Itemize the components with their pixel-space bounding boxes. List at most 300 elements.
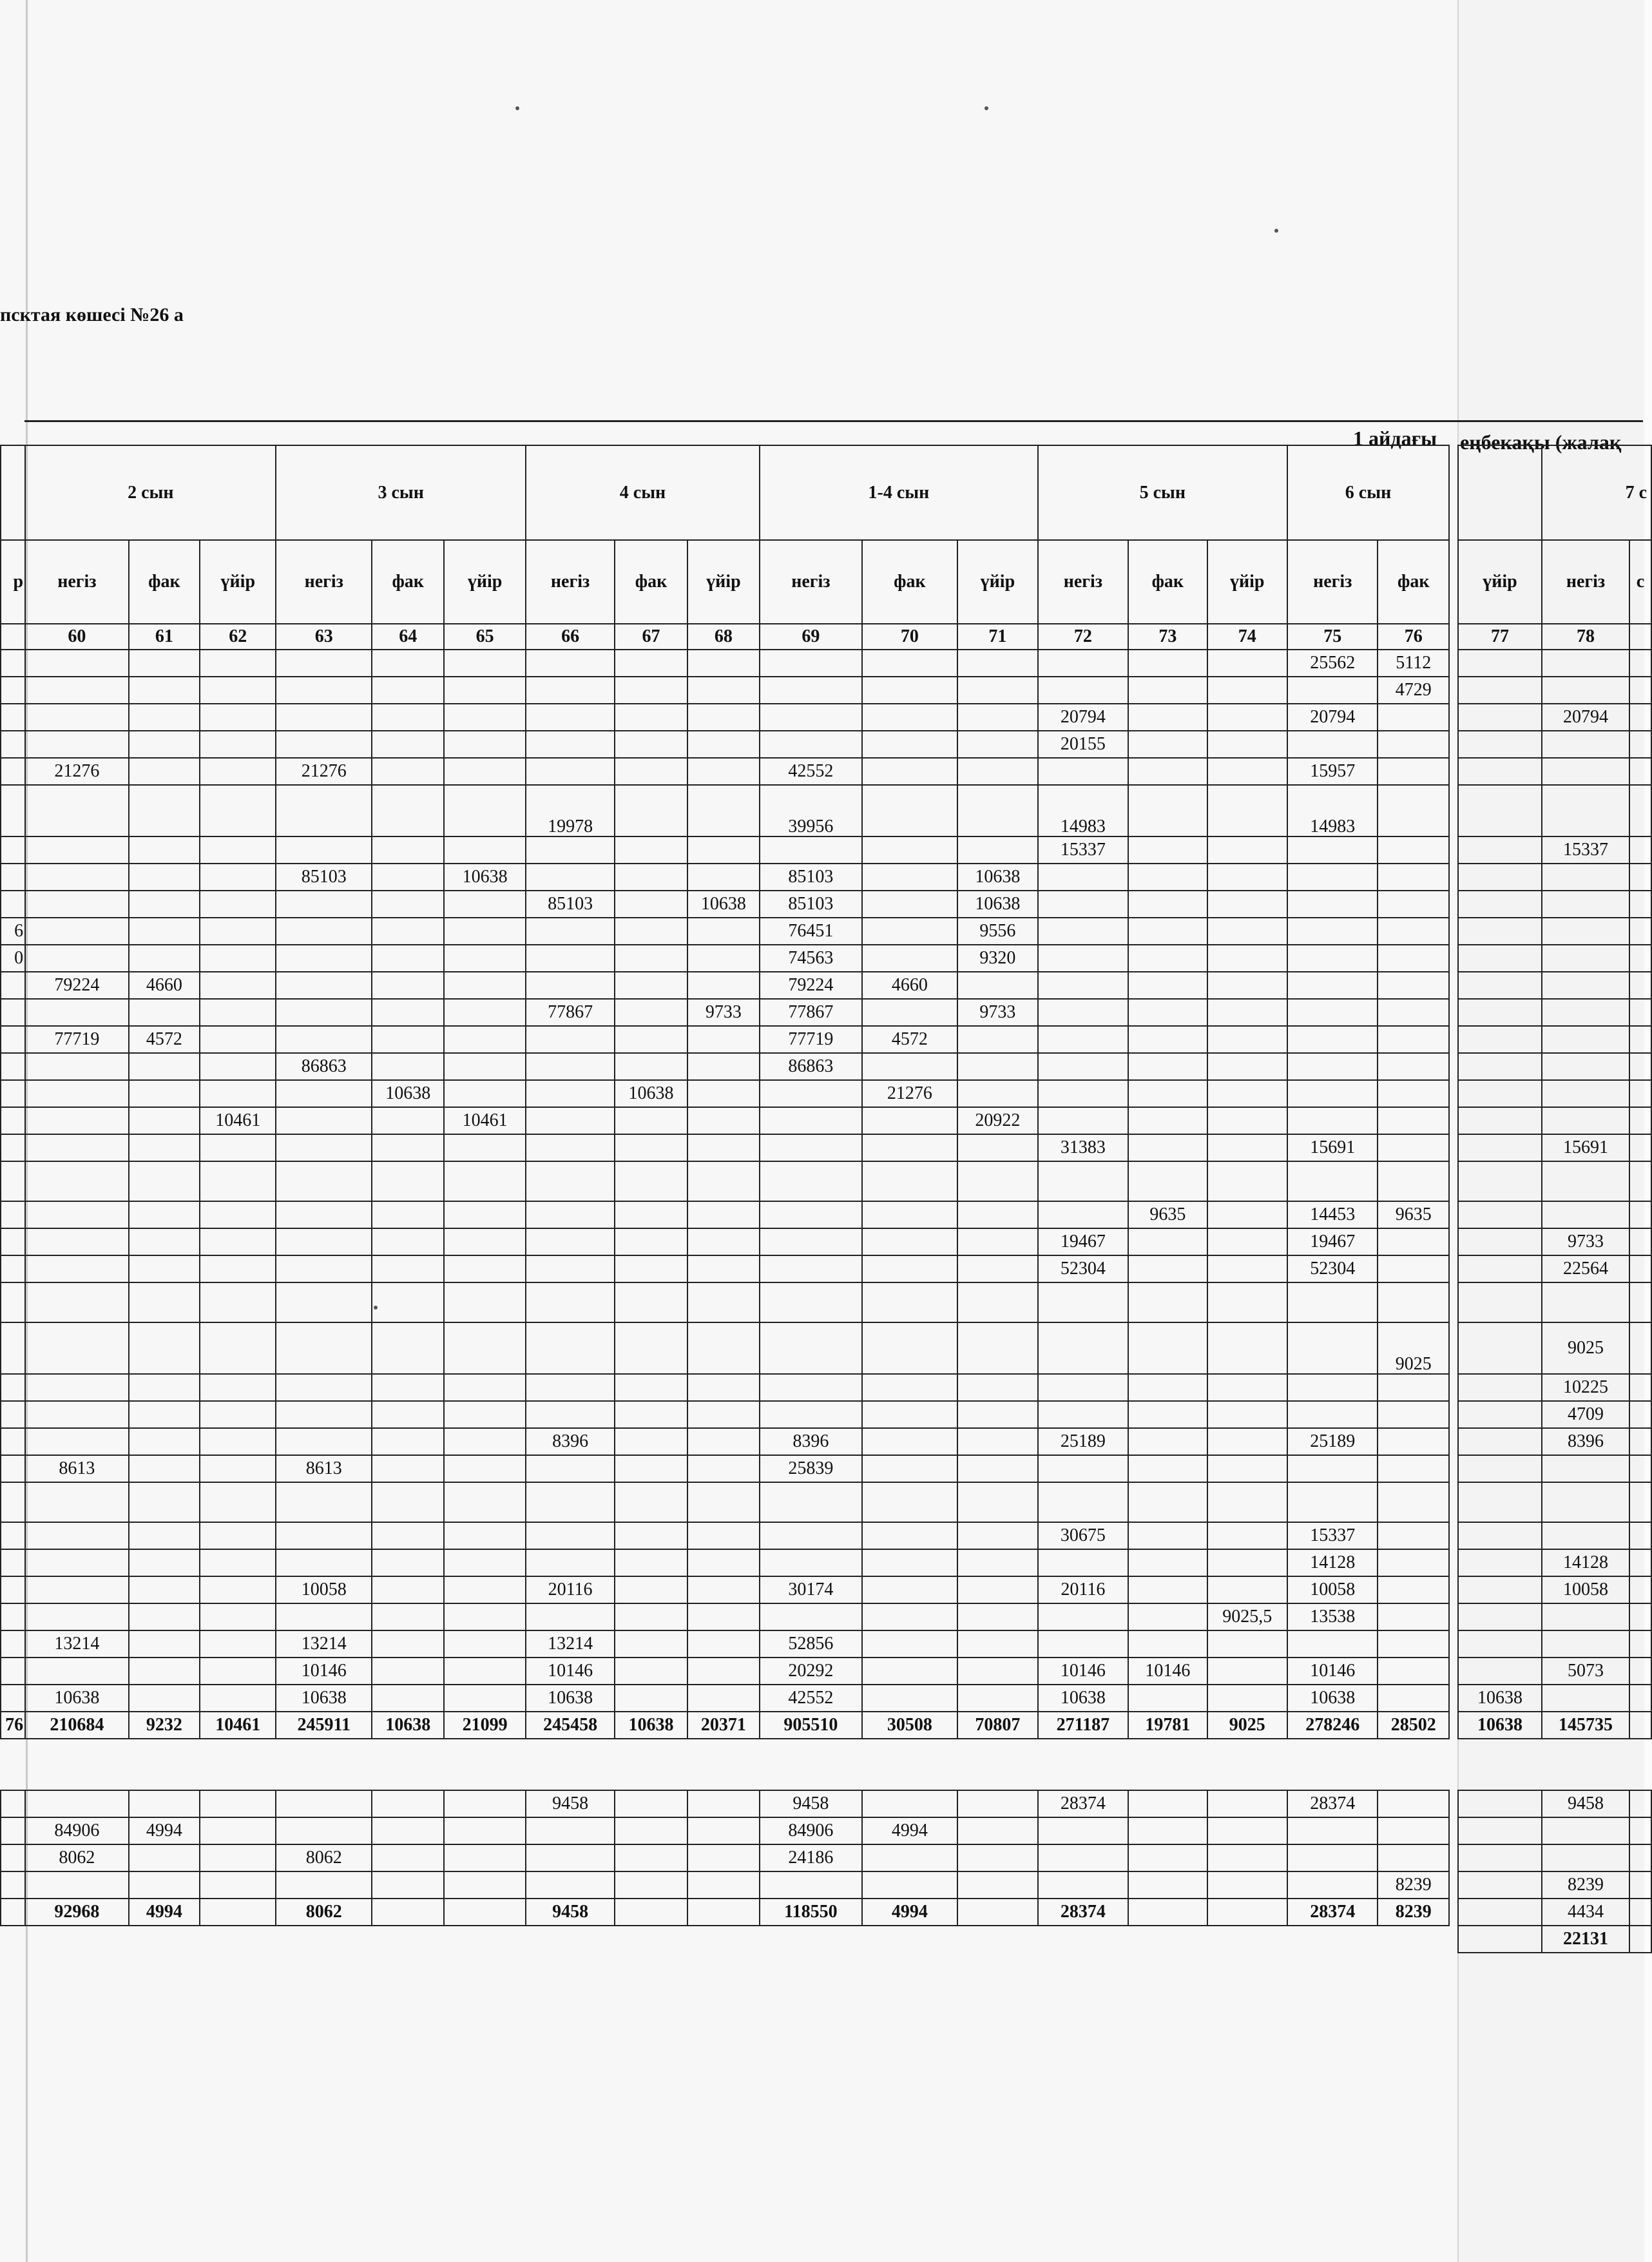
table-cell (862, 1790, 958, 1817)
table-row (1, 1053, 1449, 1080)
table-cell (200, 972, 276, 999)
table-cell (615, 1455, 687, 1482)
table-cell (862, 945, 958, 972)
table-row (1458, 1844, 1651, 1871)
column-number: 65 (444, 624, 525, 650)
row-stub-cell (1, 1374, 25, 1401)
table-cell (25, 1322, 129, 1374)
table-cell (276, 1134, 372, 1161)
table-cell (1629, 1080, 1651, 1107)
row-stub-cell (1, 836, 25, 864)
table-cell (862, 999, 958, 1026)
table-cell (200, 891, 276, 918)
table-cell (1038, 1161, 1128, 1201)
gap-cell (1458, 1739, 1542, 1790)
table-cell (1542, 1201, 1629, 1228)
table-cell (1542, 864, 1629, 891)
table-cell (760, 836, 862, 864)
table-cell: 10146 (526, 1658, 615, 1685)
table-cell: 77867 (526, 999, 615, 1026)
table-cell (372, 1428, 444, 1455)
column-subheader: фак (862, 540, 958, 624)
table-cell (615, 731, 687, 758)
table-cell: 10146 (276, 1658, 372, 1685)
table-cell (760, 1322, 862, 1374)
table-cell (444, 1844, 525, 1871)
table-cell (526, 1455, 615, 1482)
table-cell (1128, 785, 1207, 836)
table-cell (200, 1053, 276, 1080)
table-cell: 9733 (957, 999, 1037, 1026)
table-cell (200, 945, 276, 972)
table-cell (526, 836, 615, 864)
table-cell (862, 1576, 958, 1603)
table-cell: 8062 (276, 1844, 372, 1871)
table-cell: 20794 (1287, 704, 1378, 731)
table-cell (1629, 1228, 1651, 1255)
table-cell (1038, 1817, 1128, 1844)
row-stub-cell (1, 1201, 25, 1228)
total-cell: 9458 (526, 1899, 615, 1926)
table-cell (1458, 1482, 1542, 1522)
table-cell (1038, 677, 1128, 704)
row-stub-cell (1, 972, 25, 999)
table-cell (444, 1871, 525, 1899)
table-cell (1629, 1026, 1651, 1053)
table-cell (129, 1871, 200, 1899)
table-row (1, 1630, 1449, 1658)
table-cell (862, 1107, 958, 1134)
table-cell (200, 1603, 276, 1630)
table-cell (200, 1790, 276, 1817)
table-cell (129, 1107, 200, 1134)
table-cell (25, 999, 129, 1026)
table-cell (1287, 1282, 1378, 1322)
table-cell (526, 731, 615, 758)
table-cell (200, 1549, 276, 1576)
table-cell (687, 650, 760, 677)
table-cell (1458, 1817, 1542, 1844)
table-cell (615, 758, 687, 785)
table-cell (276, 1871, 372, 1899)
table-cell (372, 1228, 444, 1255)
table-cell (1207, 1282, 1287, 1322)
table-cell (1128, 1107, 1207, 1134)
row-stub-cell (1, 1576, 25, 1603)
table-cell (1542, 1482, 1629, 1522)
table-cell (1038, 650, 1128, 677)
table-row (1, 836, 1449, 864)
table-cell (615, 1428, 687, 1455)
table-cell (276, 1603, 372, 1630)
table-cell: 4729 (1378, 677, 1449, 704)
table-cell: 10638 (1287, 1685, 1378, 1712)
table-cell (615, 836, 687, 864)
table-cell (1458, 999, 1542, 1026)
table-row (1, 1685, 1449, 1712)
table-cell (1458, 1201, 1542, 1228)
column-subheader: фак (129, 540, 200, 624)
table-cell (687, 785, 760, 836)
table-cell (129, 704, 200, 731)
table-row (1458, 836, 1651, 864)
table-cell (862, 1871, 958, 1899)
table-cell (1458, 1134, 1542, 1161)
table-cell (615, 1374, 687, 1401)
table-row (1, 650, 1449, 677)
table-cell: 24186 (760, 1844, 862, 1871)
table-cell (444, 704, 525, 731)
table-cell (1629, 1255, 1651, 1282)
table-cell (1629, 1282, 1651, 1322)
column-subheader: үйір (444, 540, 525, 624)
table-cell (1207, 1161, 1287, 1201)
table-cell (372, 1455, 444, 1482)
table-cell (1038, 918, 1128, 945)
table-cell (1038, 1401, 1128, 1428)
table-cell: 30675 (1038, 1522, 1128, 1549)
table-row (1, 1603, 1449, 1630)
table-cell (276, 1080, 372, 1107)
table-cell (526, 1401, 615, 1428)
table-cell (276, 731, 372, 758)
table-row (1458, 918, 1651, 945)
row-stub-cell (1, 1401, 25, 1428)
column-number: 60 (25, 624, 129, 650)
table-cell (957, 1255, 1037, 1282)
table-cell: 10225 (1542, 1374, 1629, 1401)
row-stub-cell (1, 624, 25, 650)
table-cell (1038, 1053, 1128, 1080)
table-cell (129, 1428, 200, 1455)
table-cell (25, 785, 129, 836)
table-cell (129, 1255, 200, 1282)
table-cell (1458, 1455, 1542, 1482)
total-cell (615, 1899, 687, 1926)
table-cell (1207, 1685, 1287, 1712)
table-cell (25, 1401, 129, 1428)
table-cell (129, 1282, 200, 1322)
table-cell (957, 1053, 1037, 1080)
table-cell (687, 1134, 760, 1161)
table-cell (276, 1522, 372, 1549)
total-row (1, 1712, 1449, 1739)
table-cell (1038, 1844, 1128, 1871)
table-cell (957, 1817, 1037, 1844)
table-row (1, 1482, 1449, 1522)
table-cell (1378, 1401, 1449, 1428)
table-cell: 42552 (760, 1685, 862, 1712)
table-cell (1038, 1630, 1128, 1658)
table-cell (25, 1482, 129, 1522)
table-row (1458, 945, 1651, 972)
table-cell (1629, 1630, 1651, 1658)
table-cell (615, 1255, 687, 1282)
table-cell (372, 864, 444, 891)
table-cell (1038, 1374, 1128, 1401)
table-cell (276, 1201, 372, 1228)
table-cell (615, 918, 687, 945)
table-row (1, 677, 1449, 704)
table-cell (1542, 1161, 1629, 1201)
table-cell (957, 1576, 1037, 1603)
table-cell (526, 1201, 615, 1228)
row-stub-cell (1, 1685, 25, 1712)
table-cell (276, 1161, 372, 1201)
table-cell (862, 1658, 958, 1685)
table-cell (1458, 945, 1542, 972)
table-cell (1629, 891, 1651, 918)
table-cell: 84906 (760, 1817, 862, 1844)
table-cell (444, 1053, 525, 1080)
table-cell (862, 1161, 958, 1201)
table-cell (1128, 1603, 1207, 1630)
table-cell (25, 1603, 129, 1630)
table-cell (1629, 650, 1651, 677)
table-cell (1207, 836, 1287, 864)
table-cell (957, 1844, 1037, 1871)
table-cell (1542, 891, 1629, 918)
row-stub-cell (1, 1482, 25, 1522)
table-cell: 9458 (1542, 1790, 1629, 1817)
table-cell (444, 1201, 525, 1228)
table-row (1458, 864, 1651, 891)
table-cell (1038, 891, 1128, 918)
table-cell (1207, 1630, 1287, 1658)
table-cell (1207, 1482, 1287, 1522)
total-cell: 4994 (129, 1899, 200, 1926)
table-row (1, 1201, 1449, 1228)
table-row (1458, 1549, 1651, 1576)
table-cell: 9025 (1378, 1322, 1449, 1374)
table-cell (1128, 758, 1207, 785)
table-cell (1629, 1817, 1651, 1844)
table-cell (526, 677, 615, 704)
column-number: 71 (957, 624, 1037, 650)
total-cell: 22131 (1542, 1926, 1629, 1953)
table-cell (1128, 891, 1207, 918)
table-cell: 10638 (687, 891, 760, 918)
table-cell (200, 864, 276, 891)
table-cell (957, 1228, 1037, 1255)
total-cell: 4994 (862, 1899, 958, 1926)
table-cell (1378, 918, 1449, 945)
table-cell (129, 1603, 200, 1630)
table-cell (1378, 1658, 1449, 1685)
table-cell (1128, 677, 1207, 704)
table-cell (1629, 1790, 1651, 1817)
table-cell (1207, 785, 1287, 836)
table-row (1458, 731, 1651, 758)
table-cell (444, 1374, 525, 1401)
table-cell (615, 1658, 687, 1685)
table-cell (1378, 1603, 1449, 1630)
table-cell (1128, 1161, 1207, 1201)
table-cell (1287, 1817, 1378, 1844)
table-cell (1207, 650, 1287, 677)
table-cell: 20292 (760, 1658, 862, 1685)
table-cell (957, 1201, 1037, 1228)
table-cell (372, 731, 444, 758)
table-cell (129, 1549, 200, 1576)
table-cell (526, 1603, 615, 1630)
table-cell (276, 677, 372, 704)
table-cell (1128, 1053, 1207, 1080)
table-cell (372, 1053, 444, 1080)
table-cell (1287, 972, 1378, 999)
table-cell (615, 1576, 687, 1603)
table-cell (1038, 999, 1128, 1026)
table-cell (615, 1630, 687, 1658)
table-cell (129, 1080, 200, 1107)
table-cell (25, 1107, 129, 1134)
table-cell (444, 677, 525, 704)
table-cell (687, 1817, 760, 1844)
table-cell (372, 1549, 444, 1576)
table-cell (760, 1374, 862, 1401)
table-cell (615, 1026, 687, 1053)
subtotal-row (1, 1899, 1449, 1926)
table-cell (276, 1282, 372, 1322)
table-cell (444, 1630, 525, 1658)
table-cell (1038, 1080, 1128, 1107)
table-cell (957, 1134, 1037, 1161)
total-cell: 28502 (1378, 1712, 1449, 1739)
table-cell (372, 1790, 444, 1817)
table-cell (372, 1603, 444, 1630)
table-cell (1378, 972, 1449, 999)
table-cell (1128, 918, 1207, 945)
table-row (1458, 758, 1651, 785)
table-cell (1629, 1522, 1651, 1549)
table-cell (1458, 1576, 1542, 1603)
table-row (1, 1134, 1449, 1161)
table-cell (276, 1482, 372, 1522)
address-text: тая көшесі №26 а (30, 304, 184, 325)
table-cell: 20116 (526, 1576, 615, 1603)
total-cell: 20371 (687, 1712, 760, 1739)
table-cell (1287, 731, 1378, 758)
table-row (1, 785, 1449, 836)
table-cell (862, 1603, 958, 1630)
table-cell (957, 1080, 1037, 1107)
table-cell (200, 731, 276, 758)
row-stub-cell (1, 864, 25, 891)
row-stub-cell (1, 731, 25, 758)
table-cell (526, 1053, 615, 1080)
table-cell (444, 1228, 525, 1255)
group-header-cell: 2 сын (25, 445, 276, 540)
table-cell (1287, 1482, 1378, 1522)
table-cell (25, 731, 129, 758)
table-cell (276, 1107, 372, 1134)
table-cell (615, 945, 687, 972)
scan-speck (984, 106, 988, 110)
table-cell (1629, 758, 1651, 785)
total-cell (957, 1899, 1037, 1926)
table-cell (1038, 945, 1128, 972)
table-cell (1128, 999, 1207, 1026)
table-cell (957, 1161, 1037, 1201)
table-cell (1128, 650, 1207, 677)
table-row (1458, 1522, 1651, 1549)
table-cell: 8239 (1378, 1871, 1449, 1899)
table-cell: 13538 (1287, 1603, 1378, 1630)
table-cell (276, 836, 372, 864)
table-cell (1207, 704, 1287, 731)
table-cell (615, 1549, 687, 1576)
column-number: 74 (1207, 624, 1287, 650)
table-cell (25, 1282, 129, 1322)
table-cell: 9458 (760, 1790, 862, 1817)
gap-cell (444, 1739, 525, 1790)
table-cell: 77719 (760, 1026, 862, 1053)
table-cell (1629, 1482, 1651, 1522)
payroll-table (0, 445, 1450, 1926)
table-cell (760, 731, 862, 758)
table-cell (1458, 1080, 1542, 1107)
table-cell (1287, 1322, 1378, 1374)
table-cell: 8396 (1542, 1428, 1629, 1455)
table-cell (1458, 1428, 1542, 1455)
table-cell (372, 1817, 444, 1844)
total-cell: 245911 (276, 1712, 372, 1739)
table-cell (372, 1374, 444, 1401)
table-cell: 10638 (615, 1080, 687, 1107)
column-number: 69 (760, 624, 862, 650)
table-cell (200, 704, 276, 731)
table-cell (1378, 704, 1449, 731)
table-cell: 4660 (862, 972, 958, 999)
table-cell (687, 1790, 760, 1817)
table-cell (1128, 1282, 1207, 1322)
column-subheader: фак (1128, 540, 1207, 624)
column-subheader: үйір (687, 540, 760, 624)
table-cell (1287, 1080, 1378, 1107)
table-cell (129, 1658, 200, 1685)
table-cell (687, 1844, 760, 1871)
table-cell (200, 1080, 276, 1107)
table-cell: 20794 (1038, 704, 1128, 731)
table-cell (687, 1201, 760, 1228)
table-cell: 9635 (1128, 1201, 1207, 1228)
table-cell (200, 1455, 276, 1482)
table-cell (1287, 1374, 1378, 1401)
table-cell: 42552 (760, 758, 862, 785)
table-cell (760, 1282, 862, 1322)
table-cell (1378, 891, 1449, 918)
gap-cell (200, 1739, 276, 1790)
table-cell (1128, 1482, 1207, 1522)
table-cell (1128, 1522, 1207, 1549)
table-row (1458, 1374, 1651, 1401)
table-cell (760, 1549, 862, 1576)
table-row (1, 704, 1449, 731)
table-cell (957, 1790, 1037, 1817)
table-cell (862, 1255, 958, 1282)
table-cell (957, 785, 1037, 836)
table-row (1, 1282, 1449, 1322)
table-cell: 14128 (1542, 1549, 1629, 1576)
row-stub-cell (1, 445, 25, 540)
table-cell (615, 972, 687, 999)
table-cell (687, 1228, 760, 1255)
subheader-row (1, 540, 1449, 624)
table-cell (957, 1549, 1037, 1576)
table-cell (1629, 945, 1651, 972)
column-number: 66 (526, 624, 615, 650)
table-row (1458, 1134, 1651, 1161)
